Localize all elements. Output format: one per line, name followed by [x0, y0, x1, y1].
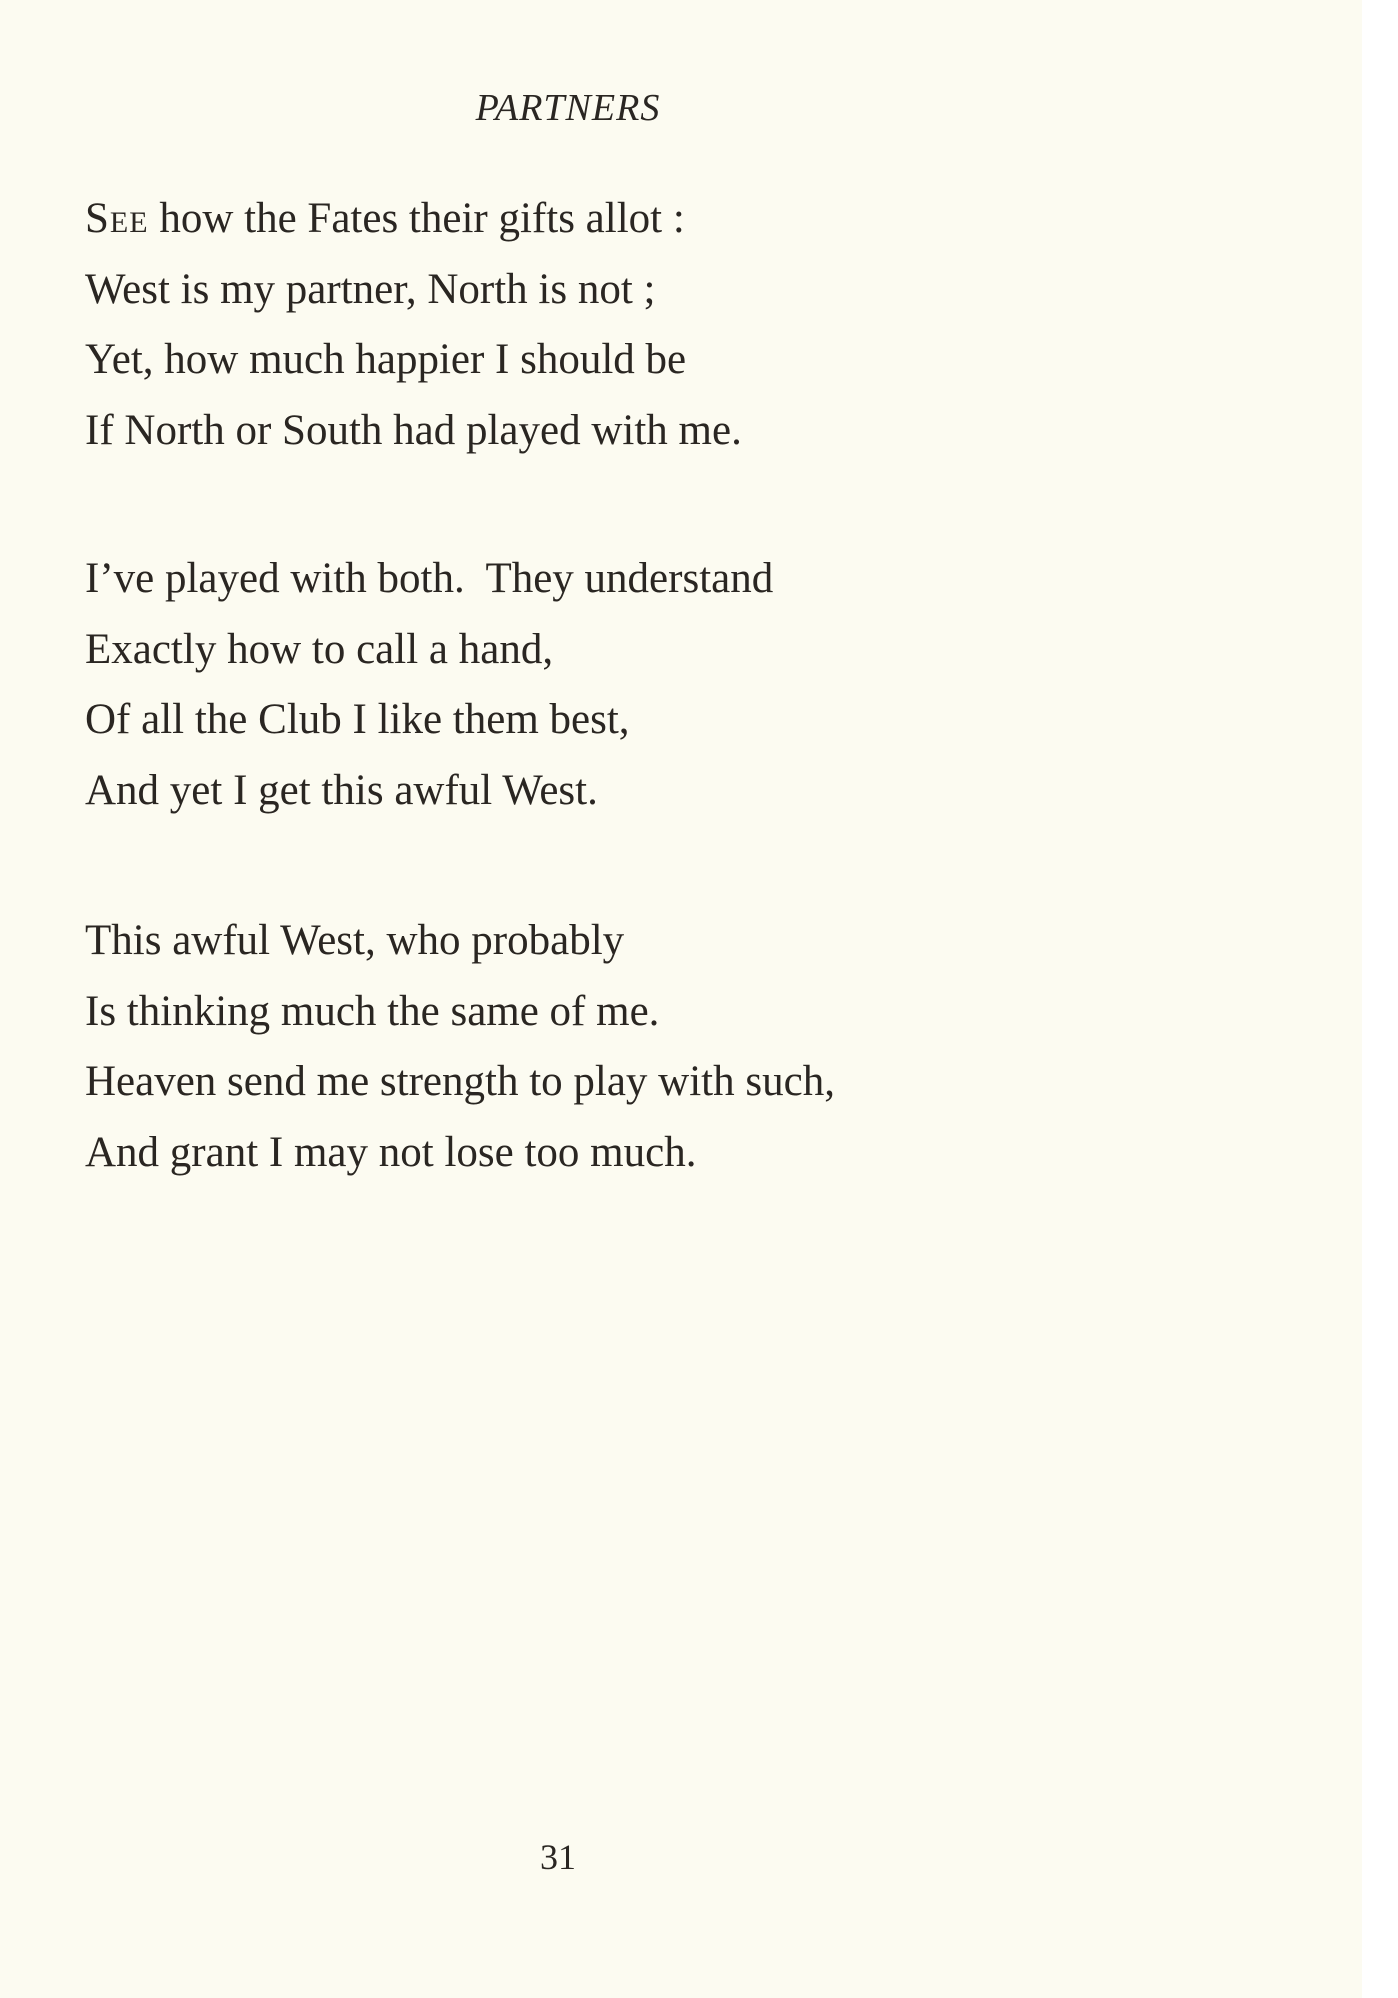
poem-title: PARTNERS	[475, 87, 661, 129]
stanza-2	[85, 544, 773, 826]
stanza-3	[85, 906, 835, 1188]
poem-line: West is my partner, North is not ;	[85, 265, 656, 313]
poem-line: Heaven send me strength to play with such,	[85, 1058, 835, 1105]
stanza-1	[85, 184, 742, 466]
poem-line: And yet I get this awful West.	[85, 766, 598, 814]
poem-line: Yet, how much happier I should be	[85, 336, 687, 383]
page-number: 31	[540, 1837, 576, 1877]
poem-line: If North or South had played with me.	[85, 406, 742, 454]
poem-line: Is thinking much the same of me.	[85, 987, 660, 1035]
poem-line: I’ve played with both. They understand	[85, 555, 774, 602]
poem-line: Exactly how to call a hand,	[85, 625, 554, 673]
poem-line-lead: See	[85, 195, 149, 242]
poem-line: And grant I may not lose too much.	[85, 1128, 697, 1176]
poem-line: Of all the Club I like them best,	[85, 696, 630, 743]
poem-line	[85, 184, 742, 255]
poem-line-rest: how the Fates their gifts allot :	[148, 195, 685, 242]
page-edge	[1362, 0, 1398, 1998]
poem-line: This awful West, who probably	[85, 917, 625, 964]
